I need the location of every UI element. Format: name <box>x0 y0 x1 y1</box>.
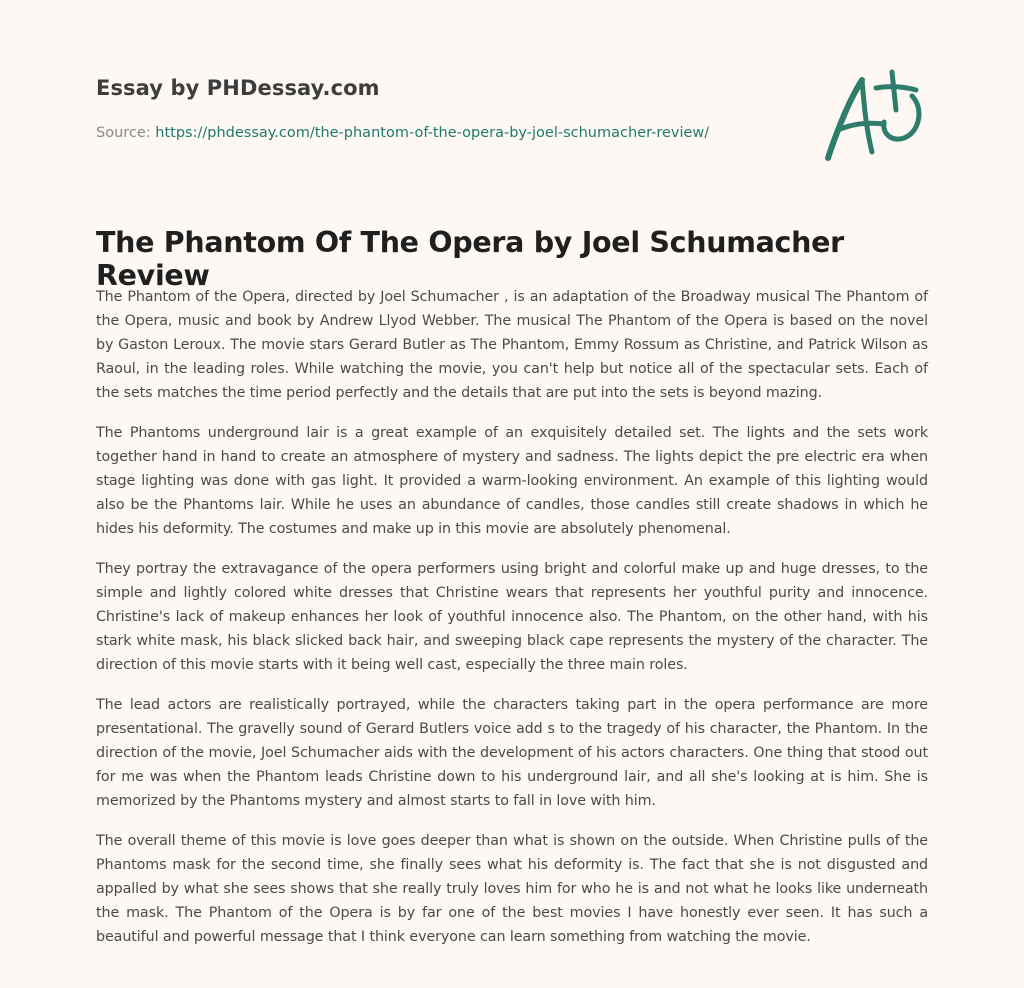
a-plus-grade-icon <box>822 68 926 164</box>
essay-title: The Phantom Of The Opera by Joel Schumacher Review <box>96 226 844 292</box>
essay-paragraph: The lead actors are realistically portrayed, while the characters taking part in the opera performance are more presentational. The gravelly sound of Gerard Butlers voice add s to the tragedy of his character, the Phantom. In the direction of the movie, Joel Schumacher aids with the development of his actors characters. One thing that stood out for me was when the Phantom leads Christine down to his underground lair, and all she's looking at is him. She is memorized by the Phantoms mystery and almost starts to fall in love with him. <box>96 697 928 809</box>
essay-body <box>96 285 928 965</box>
essay-paragraph: The Phantom of the Opera, directed by Joel Schumacher , is an adaptation of the Broadway musical The Phantom of the Opera, music and book by Andrew Llyod Webber. The musical The Phantom of the Opera is based on the novel by Gaston Leroux. The movie stars Gerard Butler as The Phantom, Emmy Rossum as Christine, and Patrick Wilson as Raoul, in the leading roles. While watching the movie, you can't help but notice all of the spectacular sets. Each of the sets matches the time period perfectly and the details that are put into the sets is beyond mazing. <box>96 289 928 401</box>
page-header <box>96 76 796 141</box>
source-label: Source: <box>96 125 156 141</box>
source-link[interactable]: https://phdessay.com/the-phantom-of-the-opera-by-joel-schumacher-review/ <box>155 125 710 141</box>
site-title: Essay by PHDessay.com <box>96 76 380 100</box>
essay-paragraph: The Phantoms underground lair is a great example of an exquisitely detailed set. The lights and the sets work together hand in hand to create an atmosphere of mystery and sadness. The lights depict the pre electric era when stage lighting was done with gas light. It provided a warm-looking environment. An example of this lighting would also be the Phantoms lair. While he uses an abundance of candles, those candles still create shadows in which he hides his deformity. The costumes and make up in this movie are absolutely phenomenal. <box>96 425 928 537</box>
essay-paragraph: They portray the extravagance of the opera performers using bright and colorful make up and huge dresses, to the simple and lightly colored white dresses that Christine wears that represents her youthful purity and innocence. Christine's lack of makeup enhances her look of youthful innocence also. The Phantom, on the other hand, with his stark white mask, his black slicked back hair, and sweeping black cape represents the mystery of the character. The direction of this movie starts with it being well cast, especially the three main roles. <box>96 561 928 673</box>
source-line <box>96 125 796 141</box>
essay-paragraph: The overall theme of this movie is love goes deeper than what is shown on the outside. When Christine pulls of the Phantoms mask for the second time, she finally sees what his deformity is. The fact that she is not disgusted and appalled by what she sees shows that she really truly loves him for who he is and not what he looks like underneath the mask. The Phantom of the Opera is by far one of the best movies I have honestly ever seen. It has such a beautiful and powerful message that I think everyone can learn something from watching the movie. <box>96 833 928 945</box>
